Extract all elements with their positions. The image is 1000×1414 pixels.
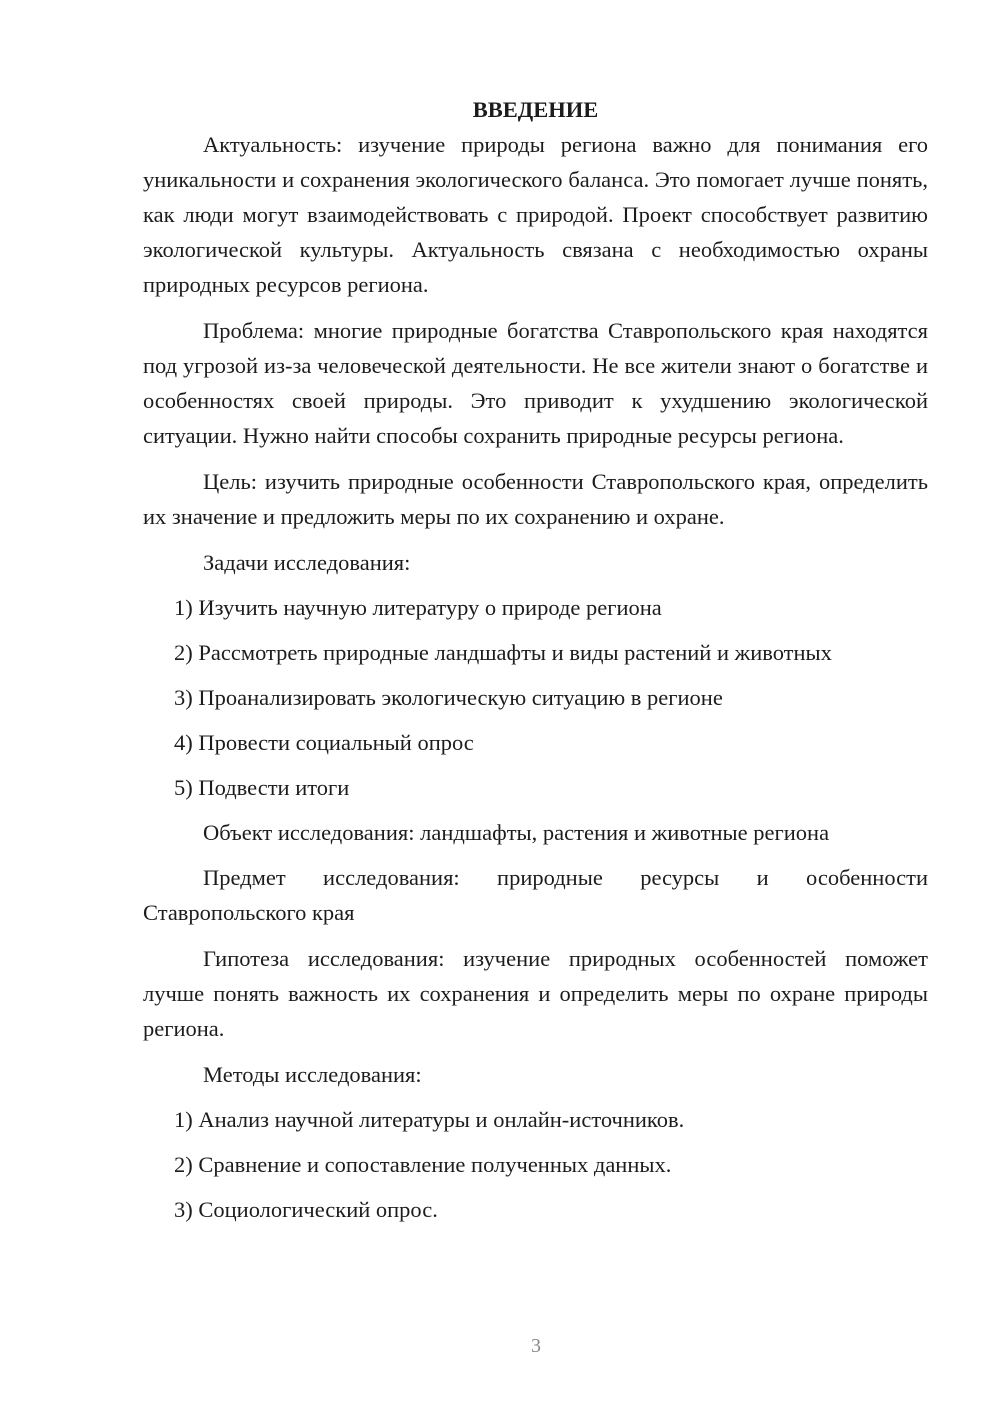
- method-item: 2) Сравнение и сопоставление полученных данных.: [174, 1152, 672, 1177]
- page-content: [143, 92, 928, 1237]
- task-item: 4) Провести социальный опрос: [174, 730, 474, 755]
- page-number: 3: [531, 1335, 541, 1357]
- tasks-label: Задачи исследования:: [203, 550, 411, 575]
- subject-paragraph: Предмет исследования: природные ресурсы и особенности Ставропольского края: [143, 865, 928, 925]
- task-item: 2) Рассмотреть природные ландшафты и виды растений и животных: [174, 640, 832, 665]
- methods-label: Методы исследования:: [203, 1062, 422, 1087]
- method-item: 3) Социологический опрос.: [174, 1197, 438, 1222]
- section-title: ВВЕДЕНИЕ: [472, 97, 599, 122]
- hypothesis-paragraph: Гипотеза исследования: изучение природных особенностей поможет лучше понять важность их сохранения и определить меры по охране природы региона.: [143, 946, 928, 1041]
- task-item: 3) Проанализировать экологическую ситуацию в регионе: [174, 685, 723, 710]
- problem-paragraph: Проблема: многие природные богатства Ставропольского края находятся под угрозой из-за человеческой деятельности. Не все жители знают о богатстве и особенностях своей природы. Это приводит к ухудшению экологической ситуации. Нужно найти способы сохранить природные ресурсы региона.: [143, 318, 928, 448]
- method-item: 1) Анализ научной литературы и онлайн-источников.: [174, 1107, 685, 1132]
- object-line: Объект исследования: ландшафты, растения и животные региона: [203, 820, 830, 845]
- goal-paragraph: Цель: изучить природные особенности Ставропольского края, определить их значение и предложить меры по их сохранению и охране.: [143, 469, 928, 529]
- task-item: 5) Подвести итоги: [174, 775, 350, 800]
- task-item: 1) Изучить научную литературу о природе региона: [174, 595, 662, 620]
- relevance-paragraph: Актуальность: изучение природы региона важно для понимания его уникальности и сохранения экологического баланса. Это помогает лучше понять, как люди могут взаимодействовать с природой. Проект способствует развитию экологической культуры. Актуальность связана с необходимостью охраны природных ресурсов региона.: [143, 132, 928, 297]
